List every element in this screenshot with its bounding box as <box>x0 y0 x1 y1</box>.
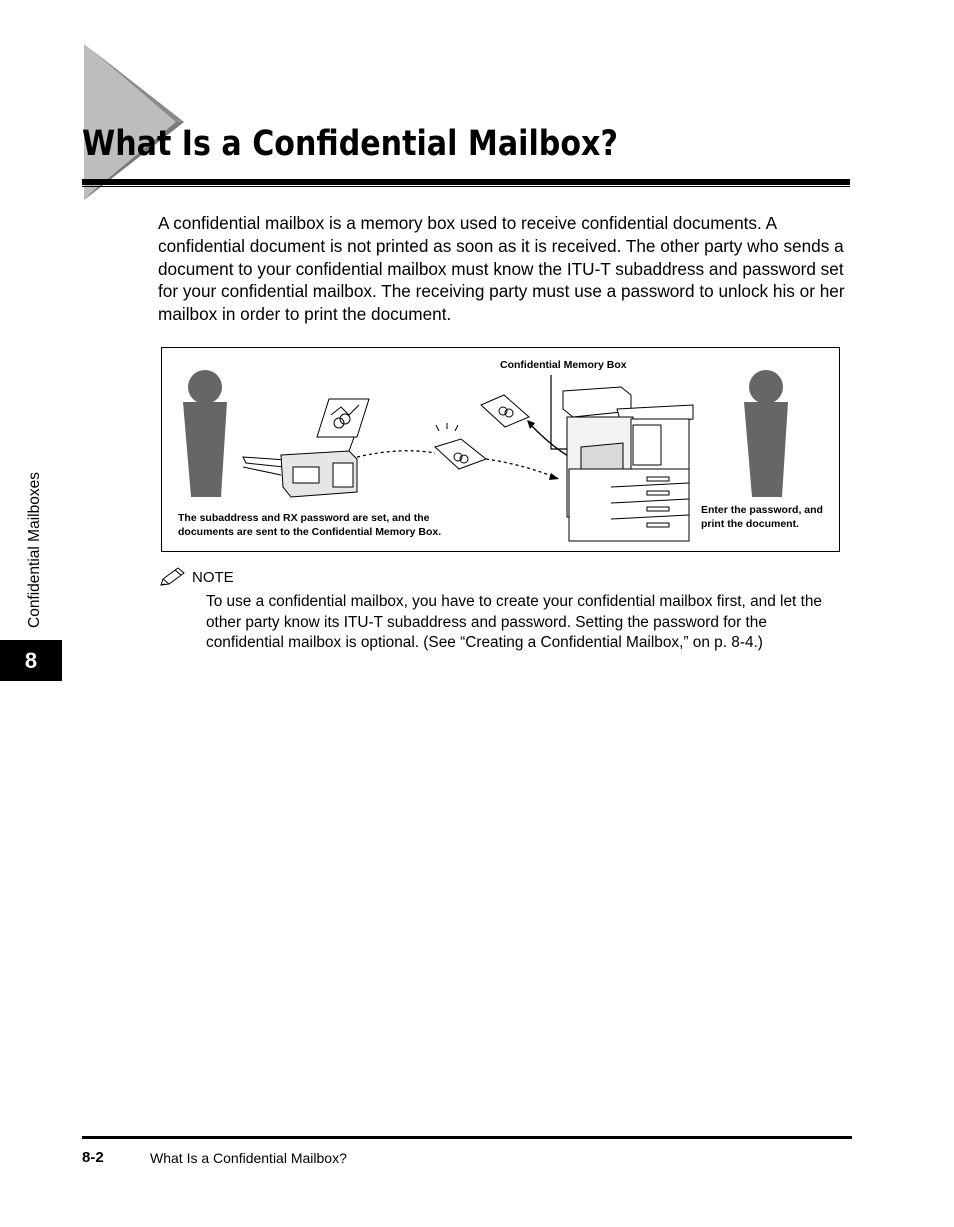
document-in-transit-icon <box>435 423 486 469</box>
title-rule <box>82 179 850 185</box>
receiver-caption <box>701 503 823 531</box>
sender-caption-line: The subaddress and RX password are set, and the <box>178 512 430 524</box>
memory-box-label: Confidential Memory Box <box>500 359 627 371</box>
note-heading: NOTE <box>192 569 234 586</box>
chapter-number: 8 <box>24 647 38 673</box>
document-icon <box>317 399 369 437</box>
footer-page-number: 8-2 <box>82 1149 104 1166</box>
document-received-icon <box>481 395 529 427</box>
fax-machine-icon <box>243 432 357 497</box>
receiver-caption-line: Enter the password, and <box>701 504 823 516</box>
sender-caption <box>178 511 441 539</box>
pencil-icon <box>158 566 186 588</box>
receiver-person-icon <box>744 370 788 497</box>
footer-title: What Is a Confidential Mailbox? <box>150 1150 347 1166</box>
footer-rule <box>82 1136 852 1139</box>
chapter-tab <box>0 640 62 681</box>
sender-caption-line: documents are sent to the Confidential Memory Box. <box>178 526 442 538</box>
intro-paragraph: A confidential mailbox is a memory box used to receive confidential documents. A confidential document is not printed as soon as it is received. The other party who sends a document to your confidential mailbox must know the ITU-T subaddress and password set for your confidential mailbox. The receiving party must use a password to unlock his or her mailbox in order to print the document. <box>158 213 845 325</box>
page-title: What Is a Confidential Mailbox? <box>82 124 618 164</box>
receiver-caption-line: print the document. <box>701 518 799 530</box>
sender-person-icon <box>183 370 227 497</box>
section-side-label: Confidential Mailboxes <box>26 472 43 628</box>
note-text: To use a confidential mailbox, you have to create your confidential mailbox first, and let the other party know its ITU-T subaddress and password. Setting the password for the confidential mailbox is optional. (See “Creating a Confidential Mailbox,” on p. 8-4.) <box>206 593 822 652</box>
copier-machine-icon <box>563 387 693 541</box>
header-triangle-decoration <box>80 42 190 202</box>
title-rule-thin <box>82 186 850 187</box>
